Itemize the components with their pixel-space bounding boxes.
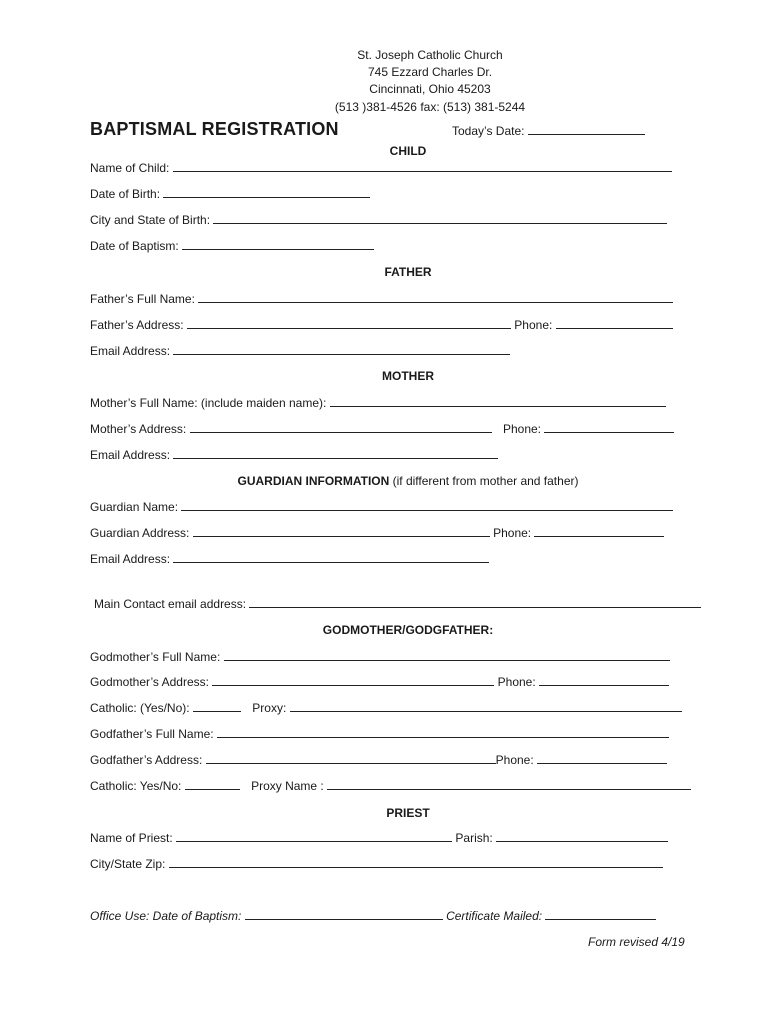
godmother-proxy-label: Proxy: — [252, 701, 287, 715]
mother-email-field[interactable] — [173, 447, 498, 459]
mother-email-label: Email Address: — [90, 448, 171, 462]
todays-date-field[interactable] — [528, 123, 645, 135]
guardian-phone-label: Phone: — [493, 526, 532, 540]
office-use-row — [90, 908, 656, 924]
office-certificate-field[interactable] — [545, 908, 656, 920]
child-baptism-date-field[interactable] — [182, 238, 374, 250]
priest-city-row — [90, 856, 663, 872]
godfather-proxy-field[interactable] — [327, 778, 691, 790]
godfather-phone-field[interactable] — [537, 752, 667, 764]
mother-address-field[interactable] — [190, 421, 492, 433]
godmother-address-row — [90, 674, 669, 690]
father-name-label: Father’s Full Name: — [90, 292, 195, 306]
guardian-phone-field[interactable] — [534, 525, 664, 537]
priest-city-field[interactable] — [169, 856, 663, 868]
godfather-name-field[interactable] — [217, 726, 669, 738]
section-mother: MOTHER — [382, 369, 434, 383]
section-godparents: GODMOTHER/GODGFATHER: — [322, 623, 494, 637]
mother-name-label: Mother’s Full Name: (include maiden name): — [90, 396, 327, 410]
godmother-address-field[interactable] — [212, 674, 494, 686]
godmother-name-row — [90, 649, 670, 665]
child-birthplace-row — [90, 212, 667, 228]
form-revised: Form revised 4/19 — [588, 935, 685, 949]
guardian-name-row — [90, 499, 673, 515]
godfather-name-label: Godfather’s Full Name: — [90, 727, 214, 741]
office-baptism-date-field[interactable] — [245, 908, 443, 920]
child-birthplace-field[interactable] — [213, 212, 667, 224]
father-address-row — [90, 317, 673, 333]
godfather-address-label: Godfather’s Address: — [90, 753, 203, 767]
godfather-catholic-row — [90, 778, 691, 794]
mother-name-row — [90, 395, 666, 411]
priest-name-label: Name of Priest: — [90, 831, 173, 845]
mother-address-label: Mother’s Address: — [90, 422, 187, 436]
godmother-catholic-label: Catholic: (Yes/No): — [90, 701, 190, 715]
form-title: BAPTISMAL REGISTRATION — [90, 119, 339, 139]
mother-phone-label: Phone: — [502, 422, 542, 436]
godmother-proxy-field[interactable] — [290, 700, 682, 712]
mother-email-row — [90, 447, 498, 463]
priest-parish-field[interactable] — [496, 830, 668, 842]
guardian-name-field[interactable] — [181, 499, 673, 511]
church-street: 745 Ezzard Charles Dr. — [367, 65, 493, 79]
child-name-row — [90, 160, 672, 176]
child-name-label: Name of Child: — [90, 161, 170, 175]
guardian-name-label: Guardian Name: — [90, 500, 179, 514]
priest-parish-label: Parish: — [455, 831, 493, 845]
father-email-row — [90, 343, 510, 359]
father-email-field[interactable] — [173, 343, 510, 355]
guardian-address-field[interactable] — [193, 525, 490, 537]
section-guardian-note: (if different from mother and father) — [392, 474, 579, 488]
guardian-email-label: Email Address: — [90, 552, 171, 566]
main-contact-email-label: Main Contact email address: — [94, 597, 247, 611]
guardian-address-row — [90, 525, 664, 541]
child-dob-row — [90, 186, 370, 202]
section-priest: PRIEST — [386, 806, 430, 820]
father-address-field[interactable] — [187, 317, 511, 329]
godfather-catholic-field[interactable] — [185, 778, 240, 790]
todays-date-label: Today’s Date: — [452, 124, 525, 138]
priest-city-label: City/State Zip: — [90, 857, 166, 871]
priest-name-field[interactable] — [176, 830, 452, 842]
father-name-field[interactable] — [198, 291, 673, 303]
father-phone-field[interactable] — [556, 317, 673, 329]
guardian-email-row — [90, 551, 489, 567]
section-guardian — [23, 473, 770, 489]
todays-date-row — [452, 123, 645, 139]
child-baptism-date-label: Date of Baptism: — [90, 239, 179, 253]
godfather-address-row — [90, 752, 667, 768]
godfather-address-field[interactable] — [206, 752, 496, 764]
godmother-catholic-field[interactable] — [193, 700, 241, 712]
child-baptism-date-row — [90, 238, 374, 254]
church-city: Cincinnati, Ohio 45203 — [369, 82, 491, 96]
child-birthplace-label: City and State of Birth: — [90, 213, 211, 227]
guardian-address-label: Guardian Address: — [90, 526, 190, 540]
section-guardian-title: GUARDIAN INFORMATION — [237, 474, 390, 488]
godfather-catholic-label: Catholic: Yes/No: — [90, 779, 182, 793]
child-name-field[interactable] — [173, 160, 672, 172]
guardian-email-field[interactable] — [173, 551, 489, 563]
father-email-label: Email Address: — [90, 344, 171, 358]
godmother-name-label: Godmother’s Full Name: — [90, 650, 221, 664]
godfather-phone-label: Phone: — [495, 753, 534, 767]
godmother-address-label: Godmother’s Address: — [90, 675, 209, 689]
priest-name-row — [90, 830, 668, 846]
godmother-name-field[interactable] — [224, 649, 670, 661]
office-baptism-date-label: Office Use: Date of Baptism: — [90, 909, 242, 923]
church-phone-fax: (513 )381-4526 fax: (513) 381-5244 — [334, 100, 526, 114]
godfather-proxy-label: Proxy Name : — [251, 779, 324, 793]
father-name-row — [90, 291, 673, 307]
godmother-catholic-row — [90, 700, 682, 716]
mother-address-row — [90, 421, 674, 437]
godmother-phone-field[interactable] — [539, 674, 669, 686]
mother-phone-field[interactable] — [544, 421, 674, 433]
child-dob-field[interactable] — [163, 186, 370, 198]
father-address-label: Father’s Address: — [90, 318, 184, 332]
main-contact-email-row — [94, 596, 701, 612]
godmother-phone-label: Phone: — [497, 675, 536, 689]
office-certificate-label: Certificate Mailed: — [446, 909, 543, 923]
church-name: St. Joseph Catholic Church — [357, 48, 503, 62]
godfather-name-row — [90, 726, 669, 742]
section-father: FATHER — [384, 265, 432, 279]
main-contact-email-field[interactable] — [249, 596, 701, 608]
section-child: CHILD — [389, 144, 427, 158]
father-phone-label: Phone: — [514, 318, 553, 332]
mother-name-field[interactable] — [330, 395, 666, 407]
child-dob-label: Date of Birth: — [90, 187, 161, 201]
